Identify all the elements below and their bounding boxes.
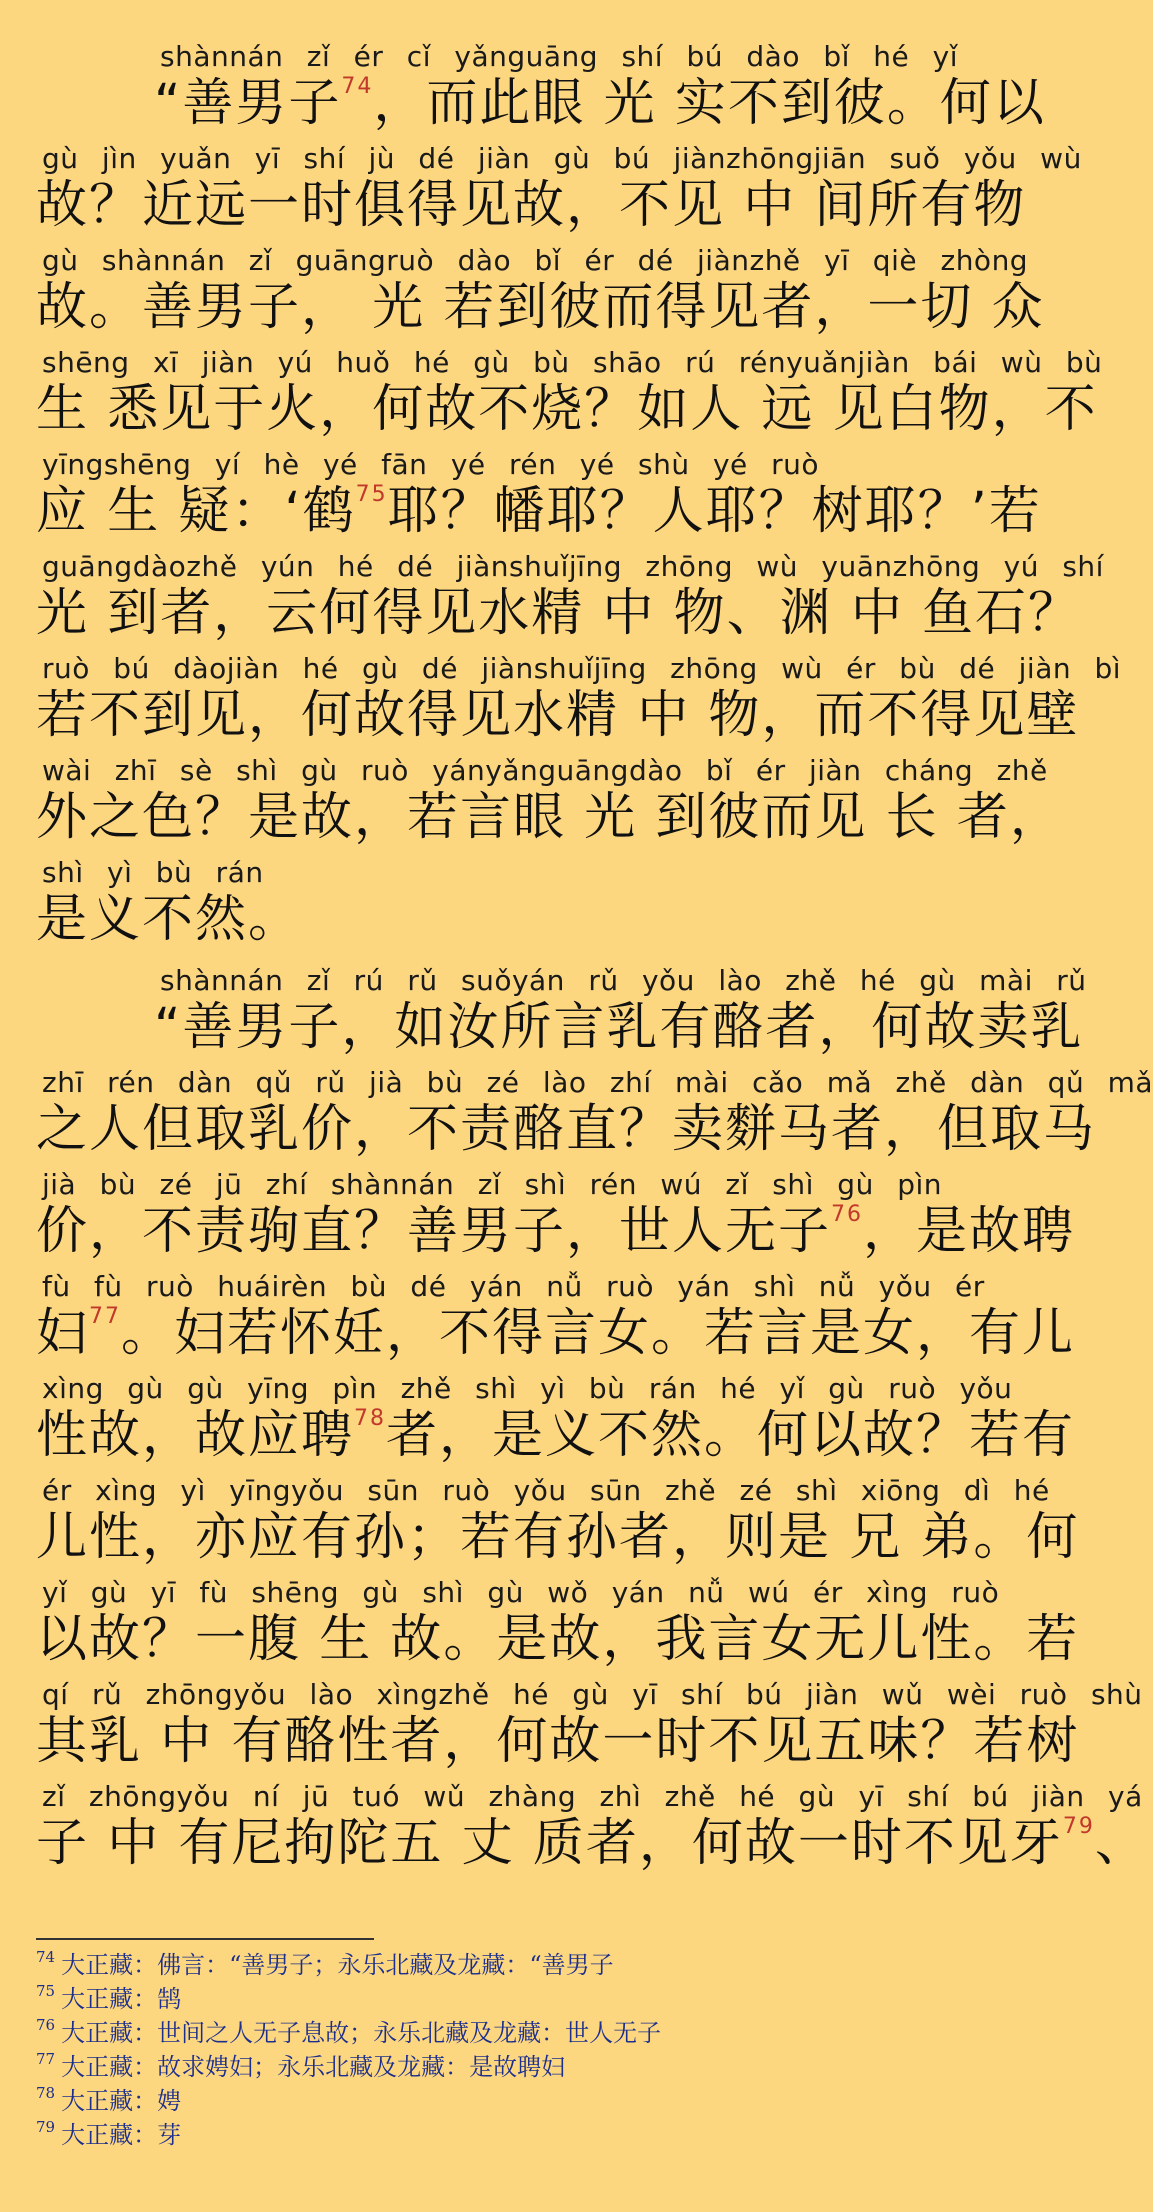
chinese-line [36, 1610, 1080, 1670]
chinese-line [36, 584, 1082, 644]
pinyin-line: ruò bú dàojiàn hé gù dé jiànshuǐjīng zhōng wù ér bù dé jiàn bì [42, 652, 1122, 685]
text-line [36, 244, 1060, 346]
text-line [36, 1270, 1076, 1372]
chinese-text: 耶？幡耶？人耶？树耶？’若 [387, 482, 1042, 541]
footnote-marker[interactable]: 75 [355, 482, 388, 507]
pinyin-line: guāngdàozhě yún hé dé jiànshuǐjīng zhōng wù yuānzhōng yú shí [42, 550, 1104, 583]
main-text [36, 40, 1153, 1882]
chinese-text: “善男子 [154, 74, 342, 133]
pinyin-line: shànnán zǐ rú rǔ suǒyán rǔ yǒu lào zhě hé gù mài rǔ [160, 964, 1087, 997]
chinese-text: 妇 [36, 1304, 90, 1363]
footnote [36, 2084, 1036, 2118]
chinese-line [36, 1406, 1076, 1466]
text-line [36, 448, 1060, 550]
text-line [36, 1780, 1148, 1882]
footnote-text: 大正藏：世间之人无子息故；永乐北藏及龙藏：世人无子 [61, 2019, 662, 2047]
chinese-line [36, 278, 1060, 338]
chinese-line [36, 380, 1098, 440]
footnote-number: 78 [36, 2084, 56, 2102]
chinese-text: 是义不然。 [36, 890, 302, 949]
chinese-line [154, 74, 1060, 134]
chinese-line [36, 686, 1080, 746]
text-line [36, 1678, 1143, 1780]
chinese-text: 生 悉见于火，何故不烧？如人 远 见白物，不 [36, 380, 1098, 439]
footnote-number: 77 [36, 2050, 56, 2068]
text-line [36, 1576, 1080, 1678]
chinese-text: 若不到见，何故得见水精 中 物，而不得见壁 [36, 686, 1080, 745]
pinyin-line: fù fù ruò huáirèn bù dé yán nǚ ruò yán shì nǚ yǒu ér [42, 1270, 985, 1303]
footnote-number: 74 [36, 1948, 56, 1966]
text-line [36, 346, 1103, 448]
pinyin-line: gù jìn yuǎn yī shí jù dé jiàn gù bú jiànzhōngjiān suǒ yǒu wù [42, 142, 1082, 175]
chinese-line [36, 176, 1060, 236]
footnote [36, 1982, 1036, 2016]
pinyin-line: shànnán zǐ ér cǐ yǎnguāng shí bú dào bǐ hé yǐ [160, 40, 959, 73]
footnote-marker[interactable]: 78 [354, 1406, 387, 1431]
footnote-text: 大正藏：娉 [61, 2087, 182, 2115]
text-line [36, 964, 1087, 1066]
chinese-text: 价，不责驹直？善男子，世人无子 [36, 1202, 832, 1261]
footnote-marker[interactable]: 74 [341, 74, 374, 99]
chinese-line [36, 788, 1063, 848]
text-line [36, 1372, 1076, 1474]
chinese-line [36, 1304, 1076, 1364]
footnote-marker[interactable]: 77 [89, 1304, 122, 1329]
chinese-text: 之人但取乳价，不责酪直？卖䴵马者，但取马 [36, 1100, 1097, 1159]
chinese-text: 外之色？是故，若言眼 光 到彼而见 长 者， [36, 788, 1063, 847]
footnote-marker[interactable]: 76 [831, 1202, 864, 1227]
footnote-text: 大正藏：鹄 [61, 1985, 182, 2013]
chinese-text: “善男子，如汝所言乳有酪者，何故卖乳 [154, 998, 1084, 1057]
chinese-text: 儿性，亦应有孙；若有孙者，则是 兄 弟。何 [36, 1508, 1080, 1567]
text-line [36, 1168, 1076, 1270]
footnote [36, 1948, 1036, 1982]
chinese-text: ，是故聘 [863, 1202, 1076, 1261]
footnote [36, 2118, 1036, 2152]
footnote [36, 2016, 1036, 2050]
pinyin-line: yīngshēng yí hè yé fān yé rén yé shù yé ruò [42, 448, 820, 481]
pinyin-line: shēng xī jiàn yú huǒ hé gù bù shāo rú rényuǎnjiàn bái wù bù [42, 346, 1103, 379]
chinese-text: 故？近远一时俱得见故，不见 中 间所有物 [36, 176, 1027, 235]
chinese-text: 子 中 有尼拘陀五 丈 质者，何故一时不见牙 [36, 1814, 1063, 1873]
pinyin-line: xìng gù gù yīng pìn zhě shì yì bù rán hé yǐ gù ruò yǒu [42, 1372, 1013, 1405]
chinese-text: 光 到者，云何得见水精 中 物、渊 中 鱼石？ [36, 584, 1082, 643]
text-line [36, 1474, 1080, 1576]
footnote-text: 大正藏：佛言：“善男子；永乐北藏及龙藏：“善男子 [61, 1951, 614, 1979]
chinese-line [36, 1712, 1080, 1772]
footnote [36, 2050, 1036, 2084]
pinyin-line: zhī rén dàn qǔ rǔ jià bù zé lào zhí mài cǎo mǎ zhě dàn qǔ mǎ [42, 1066, 1153, 1099]
footnote-number: 76 [36, 2016, 56, 2034]
pinyin-line: qí rǔ zhōngyǒu lào xìngzhě hé gù yī shí bú jiàn wǔ wèi ruò shù [42, 1678, 1143, 1711]
chinese-text: 。妇若怀妊，不得言女。若言是女，有儿 [121, 1304, 1076, 1363]
text-line [36, 652, 1122, 754]
chinese-line [154, 998, 1084, 1058]
chinese-text: 故。善男子， 光 若到彼而得见者，一切 众 [36, 278, 1045, 337]
pinyin-line: zǐ zhōngyǒu ní jū tuó wǔ zhàng zhì zhě hé gù yī shí bú jiàn yá [42, 1780, 1143, 1813]
chinese-line [36, 1508, 1080, 1568]
text-line [36, 40, 1060, 142]
footnote-text: 大正藏：芽 [61, 2121, 182, 2149]
text-line [36, 550, 1104, 652]
pinyin-line: yǐ gù yī fù shēng gù shì gù wǒ yán nǚ wú ér xìng ruò [42, 1576, 1000, 1609]
chinese-text: 者，是义不然。何以故？若有 [386, 1406, 1076, 1465]
chinese-text: 、 [1094, 1814, 1148, 1873]
chinese-line [36, 1814, 1148, 1874]
text-line [36, 754, 1063, 856]
pinyin-line: ér xìng yì yīngyǒu sūn ruò yǒu sūn zhě zé shì xiōng dì hé [42, 1474, 1050, 1507]
chinese-line [36, 1100, 1097, 1160]
footnote-marker[interactable]: 79 [1062, 1814, 1095, 1839]
footnote-number: 79 [36, 2118, 56, 2136]
chinese-text: 以故？一腹 生 故。是故，我言女无儿性。若 [36, 1610, 1080, 1669]
chinese-line [36, 890, 1060, 950]
chinese-line [36, 1202, 1076, 1262]
text-line [36, 856, 1060, 958]
chinese-text: 性故，故应聘 [36, 1406, 355, 1465]
pinyin-line: gù shànnán zǐ guāngruò dào bǐ ér dé jiànzhě yī qiè zhòng [42, 244, 1029, 277]
footnote-divider [36, 1938, 374, 1940]
footnote-number: 75 [36, 1982, 56, 2000]
chinese-text: 应 生 疑：‘鹤 [36, 482, 356, 541]
pinyin-line: jià bù zé jū zhí shànnán zǐ shì rén wú zǐ shì gù pìn [42, 1168, 943, 1201]
chinese-text: 其乳 中 有酪性者，何故一时不见五味？若树 [36, 1712, 1080, 1771]
footnote-text: 大正藏：故求娉妇；永乐北藏及龙藏：是故聘妇 [61, 2053, 566, 2081]
chinese-text: ，而此眼 光 实不到彼。何以 [373, 74, 1046, 133]
text-line [36, 142, 1082, 244]
text-line [36, 1066, 1153, 1168]
pinyin-line: shì yì bù rán [42, 856, 264, 889]
pinyin-line: wài zhī sè shì gù ruò yányǎnguāngdào bǐ ér jiàn cháng zhě [42, 754, 1048, 787]
footnotes [36, 1938, 1036, 2152]
chinese-line [36, 482, 1060, 542]
